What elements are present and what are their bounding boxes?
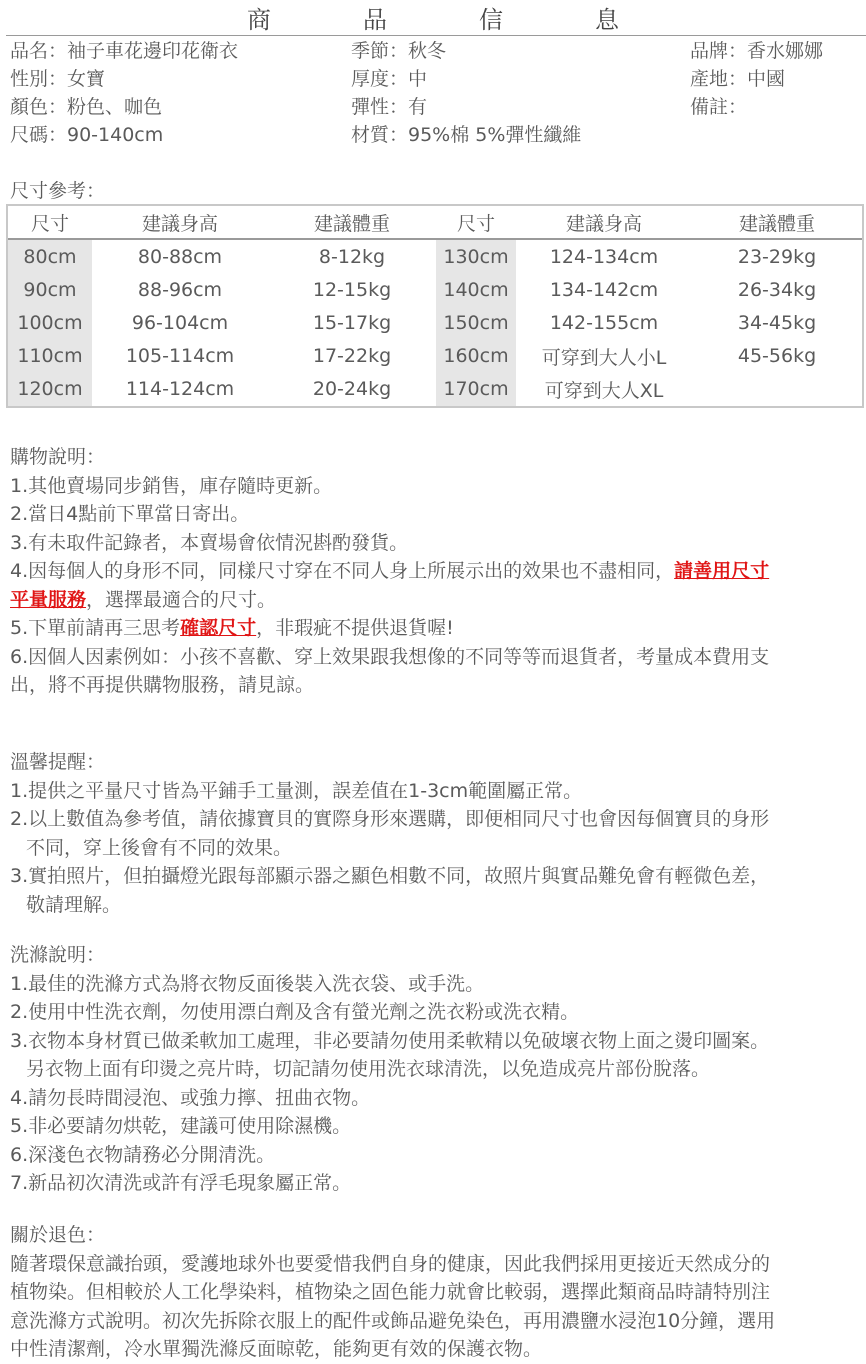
list-item: 1.提供之平量尺寸皆為平鋪手工量測，誤差值在1-3cm範圍屬正常。: [10, 779, 583, 802]
weight-cell: 15-17kg: [312, 312, 392, 335]
title-char: 信: [479, 5, 503, 34]
table-row: [8, 273, 862, 306]
spec-brand: 品牌：香水娜娜: [690, 40, 824, 62]
spec-origin: 產地：中國: [690, 68, 786, 90]
header-height: 建議身高: [92, 206, 268, 239]
paragraph-line: 隨著環保意識抬頭，愛護地球外也要愛惜我們自身的健康，因此我們採用更接近天然成分的: [10, 1252, 771, 1275]
size-cell: 140cm: [436, 273, 516, 306]
header-size: 尺寸: [436, 206, 516, 239]
reminder-section: [10, 748, 855, 919]
height-cell: 124-134cm: [549, 245, 659, 268]
header-weight: 建議體重: [268, 206, 436, 239]
spec-name: 品名：袖子車花邊印花衛衣: [10, 40, 239, 62]
paragraph-line: 意洗滌方式說明。初次先拆除衣服上的配件或飾品避免染色，再用濃鹽水浸泡10分鐘，選用: [10, 1309, 776, 1332]
height-cell: 可穿到大人小L: [541, 346, 667, 369]
height-cell: 114-124cm: [125, 378, 235, 401]
spec-color: 顏色：粉色、咖色: [10, 96, 163, 118]
title-char: 息: [595, 5, 619, 34]
height-cell: 80-88cm: [137, 245, 223, 268]
section-title: 購物說明：: [10, 446, 106, 468]
list-item: 7.新品初次清洗或許有浮毛現象屬正常。: [10, 1172, 352, 1194]
size-cell: 80cm: [8, 239, 92, 273]
weight-cell: 45-56kg: [737, 345, 817, 368]
list-item: [10, 557, 855, 586]
list-item: 2.以上數值為參考值，請依據寶貝的實際身形來選購，即便相同尺寸也會因每個寶貝的身形: [10, 808, 770, 830]
spec-material: 材質：95%棉 5%彈性纖維: [351, 124, 582, 146]
paragraph-line: 中性清潔劑，冷水單獨洗滌反面晾乾，能夠更有效的保護衣物。: [10, 1338, 543, 1360]
list-item: 2.使用中性洗衣劑，勿使用漂白劑及含有螢光劑之洗衣粉或洗衣精。: [10, 1001, 580, 1023]
list-item: 6.深淺色衣物請務必分開清洗。: [10, 1143, 276, 1166]
page-title: [0, 2, 866, 32]
list-item: 敬請理解。: [26, 893, 122, 916]
size-cell: 120cm: [8, 373, 92, 406]
size-cell: 90cm: [8, 273, 92, 306]
section-title: 洗滌說明：: [10, 944, 106, 966]
title-divider: [6, 35, 866, 36]
weight-cell: 12-15kg: [312, 278, 392, 301]
section-title: 關於退色：: [10, 1224, 106, 1246]
highlight-text: 請善用尺寸: [674, 560, 770, 582]
spec-gender: 性別：女寶: [10, 68, 106, 90]
shopping-section: [10, 443, 855, 700]
highlight-text: 確認尺寸: [180, 617, 257, 639]
size-cell: 130cm: [436, 239, 516, 273]
list-item: [10, 586, 855, 615]
table-row: [8, 373, 862, 406]
list-item: [10, 614, 855, 643]
header-height: 建議身高: [516, 206, 692, 239]
size-cell: 110cm: [8, 340, 92, 373]
spec-elasticity: 彈性：有: [351, 96, 428, 118]
list-item: 1.最佳的洗滌方式為將衣物反面後裝入洗衣袋、或手洗。: [10, 972, 485, 995]
spec-size: 尺碼：90-140cm: [10, 124, 164, 146]
weight-cell: 26-34kg: [737, 278, 817, 301]
weight-cell: 8-12kg: [318, 245, 386, 268]
highlight-text: 平量服務: [10, 588, 87, 611]
weight-cell: 23-29kg: [737, 245, 817, 268]
size-table: [6, 204, 864, 408]
washing-section: [10, 941, 855, 1198]
weight-cell: 34-45kg: [737, 312, 817, 335]
size-cell: 160cm: [436, 340, 516, 373]
height-cell: 88-96cm: [137, 278, 223, 301]
size-cell: 170cm: [436, 373, 516, 406]
weight-cell: [692, 373, 862, 406]
spec-thickness: 厚度：中: [351, 68, 428, 90]
item-text: 5.下單前請再三思考: [10, 617, 181, 639]
list-item: 另衣物上面有印燙之亮片時，切記請勿使用洗衣球清洗，以免造成亮片部份脫落。: [26, 1058, 711, 1080]
list-item: 不同，穿上後會有不同的效果。: [26, 836, 293, 859]
spec-season: 季節：秋冬: [351, 40, 447, 62]
list-item: 出，將不再提供購物服務，請見諒。: [10, 674, 315, 696]
weight-cell: 20-24kg: [312, 378, 392, 401]
list-item: 6.因個人因素例如：小孩不喜歡、穿上效果跟我想像的不同等等而退貨者，考量成本費用支: [10, 645, 770, 668]
height-cell: 142-155cm: [549, 312, 659, 335]
size-table-header: [8, 206, 862, 239]
list-item: 3.衣物本身材質已做柔軟加工處理，非必要請勿使用柔軟精以免破壞衣物上面之燙印圖案。: [10, 1029, 770, 1052]
table-row: [8, 239, 862, 273]
size-ref-label: 尺寸參考：: [10, 180, 106, 202]
item-text: ，非瑕疵不提供退貨喔!: [256, 617, 454, 639]
weight-cell: 17-22kg: [312, 345, 392, 368]
table-row: [8, 306, 862, 339]
title-char: 品: [363, 5, 387, 34]
height-cell: 可穿到大人XL: [544, 379, 664, 402]
size-cell: 150cm: [436, 306, 516, 339]
header-size: 尺寸: [8, 206, 92, 239]
table-row: [8, 340, 862, 373]
item-text: ，選擇最適合的尺寸。: [86, 588, 277, 611]
list-item: 4.請勿長時間浸泡、或強力擰、扭曲衣物。: [10, 1086, 371, 1109]
height-cell: 96-104cm: [131, 312, 229, 335]
spec-note: 備註：: [690, 96, 748, 118]
size-cell: 100cm: [8, 306, 92, 339]
height-cell: 105-114cm: [125, 345, 235, 368]
list-item: 2.當日4點前下單當日寄出。: [10, 503, 250, 525]
paragraph-line: 植物染。但相較於人工化學染料，植物染之固色能力就會比較弱，選擇此類商品時請特別注: [10, 1281, 771, 1303]
list-item: 5.非必要請勿烘乾，建議可使用除濕機。: [10, 1115, 352, 1137]
item-text: 4.因每個人的身形不同，同樣尺寸穿在不同人身上所展示出的效果也不盡相同，: [10, 560, 675, 582]
list-item: 1.其他賣場同步銷售，庫存隨時更新。: [10, 474, 333, 497]
fading-section: [10, 1221, 855, 1364]
height-cell: 134-142cm: [549, 278, 659, 301]
header-weight: 建議體重: [692, 206, 862, 239]
section-title: 溫馨提醒：: [10, 751, 106, 773]
list-item: 3.有未取件記錄者，本賣場會依情況斟酌發貨。: [10, 531, 409, 554]
list-item: 3.實拍照片，但拍攝燈光跟每部顯示器之顯色相數不同，故照片與實品難免會有輕微色差，: [10, 865, 770, 887]
title-char: 商: [247, 5, 271, 34]
